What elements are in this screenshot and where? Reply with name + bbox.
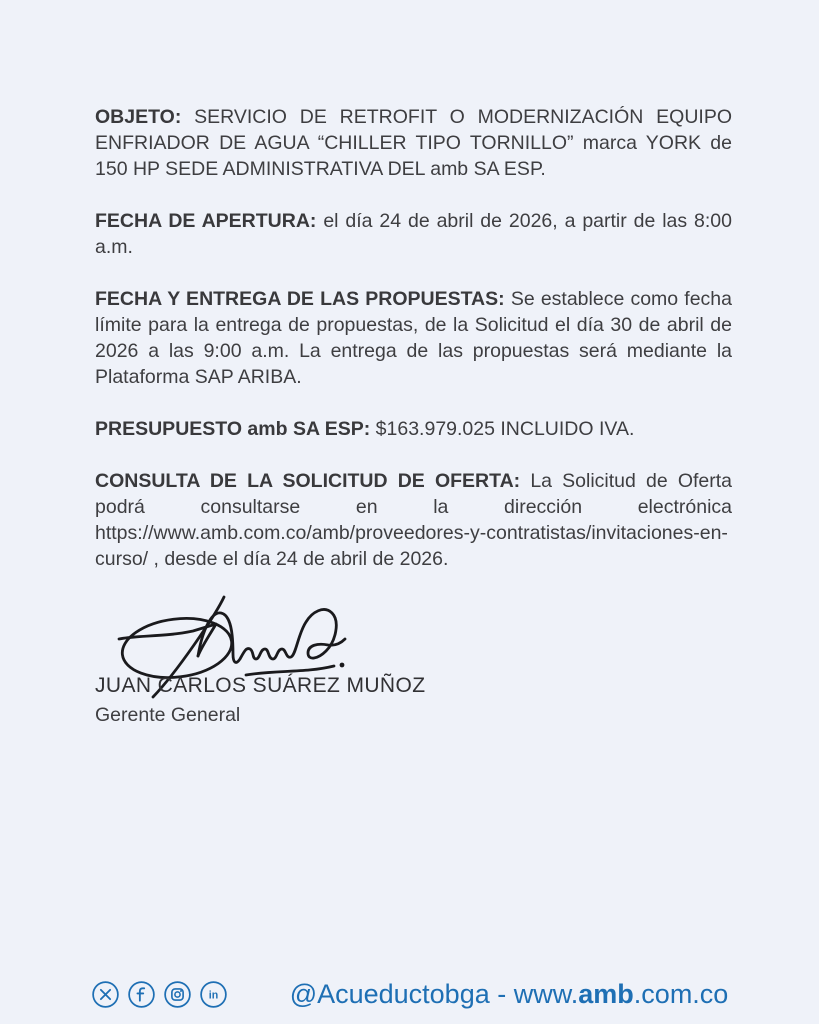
- paragraph-objeto-text: SERVICIO DE RETROFIT O MODERNIZACIÓN EQUIPO ENFRIADOR DE AGUA “CHILLER TIPO TORNILLO” marca YORK de 150 HP SEDE ADMINISTRATIVA DEL amb SA ESP.: [95, 106, 732, 180]
- paragraph-presupuesto-label: PRESUPUESTO amb SA ESP:: [95, 418, 371, 440]
- announcement-body: [95, 104, 732, 727]
- footer-url-brand: amb: [578, 979, 634, 1009]
- paragraph-fecha-apertura-label: FECHA DE APERTURA:: [95, 210, 317, 232]
- paragraph-presupuesto: [95, 416, 732, 442]
- paragraph-fecha-apertura-text: el día 24 de abril de 2026, a partir de las 8:00 a.m.: [95, 210, 732, 258]
- paragraph-entrega-propuestas-text: Se establece como fecha límite para la entrega de propuestas, de la Solicitud el día 30 de abril de 2026 a las 9:00 a.m. La entrega de las propuestas será mediante la Plataforma SAP ARIBA.: [95, 288, 732, 388]
- signature-block: [95, 594, 732, 727]
- signatory-title: Gerente General: [95, 704, 241, 726]
- facebook-icon: [127, 980, 156, 1009]
- footer-handle: @Acueductobga: [289, 979, 490, 1009]
- signatory-name: JUAN CARLOS SUÁREZ MUÑOZ: [95, 674, 426, 697]
- footer-url-prefix: www.: [513, 979, 579, 1009]
- instagram-icon: [163, 980, 192, 1009]
- footer-url-suffix: .com.co: [633, 979, 729, 1009]
- paragraph-presupuesto-text: $163.979.025 INCLUIDO IVA.: [375, 418, 635, 440]
- footer-separator: -: [489, 979, 514, 1009]
- paragraph-consulta-oferta: [95, 468, 732, 572]
- social-icons: [91, 980, 228, 1009]
- paragraph-entrega-propuestas: [95, 286, 732, 390]
- paragraph-objeto: [95, 104, 732, 182]
- svg-text:in: in: [208, 989, 218, 1002]
- paragraph-entrega-propuestas-label: FECHA Y ENTREGA DE LAS PROPUESTAS:: [95, 288, 505, 310]
- paragraph-consulta-oferta-label: CONSULTA DE LA SOLICITUD DE OFERTA:: [95, 470, 521, 492]
- paragraph-objeto-label: OBJETO:: [95, 106, 182, 128]
- footer: [0, 948, 819, 1024]
- x-social-icon: [91, 980, 120, 1009]
- footer-text: [245, 948, 729, 1024]
- linkedin-icon: [199, 980, 228, 1009]
- paragraph-consulta-oferta-text: La Solicitud de Oferta podrá consultarse en la dirección electrónica https://www.amb.com.co/amb/proveedores-y-contratistas/invitaciones-en-curso/ , desde el día 24 de abril de 2026.: [95, 470, 733, 570]
- paragraph-fecha-apertura: [95, 208, 732, 260]
